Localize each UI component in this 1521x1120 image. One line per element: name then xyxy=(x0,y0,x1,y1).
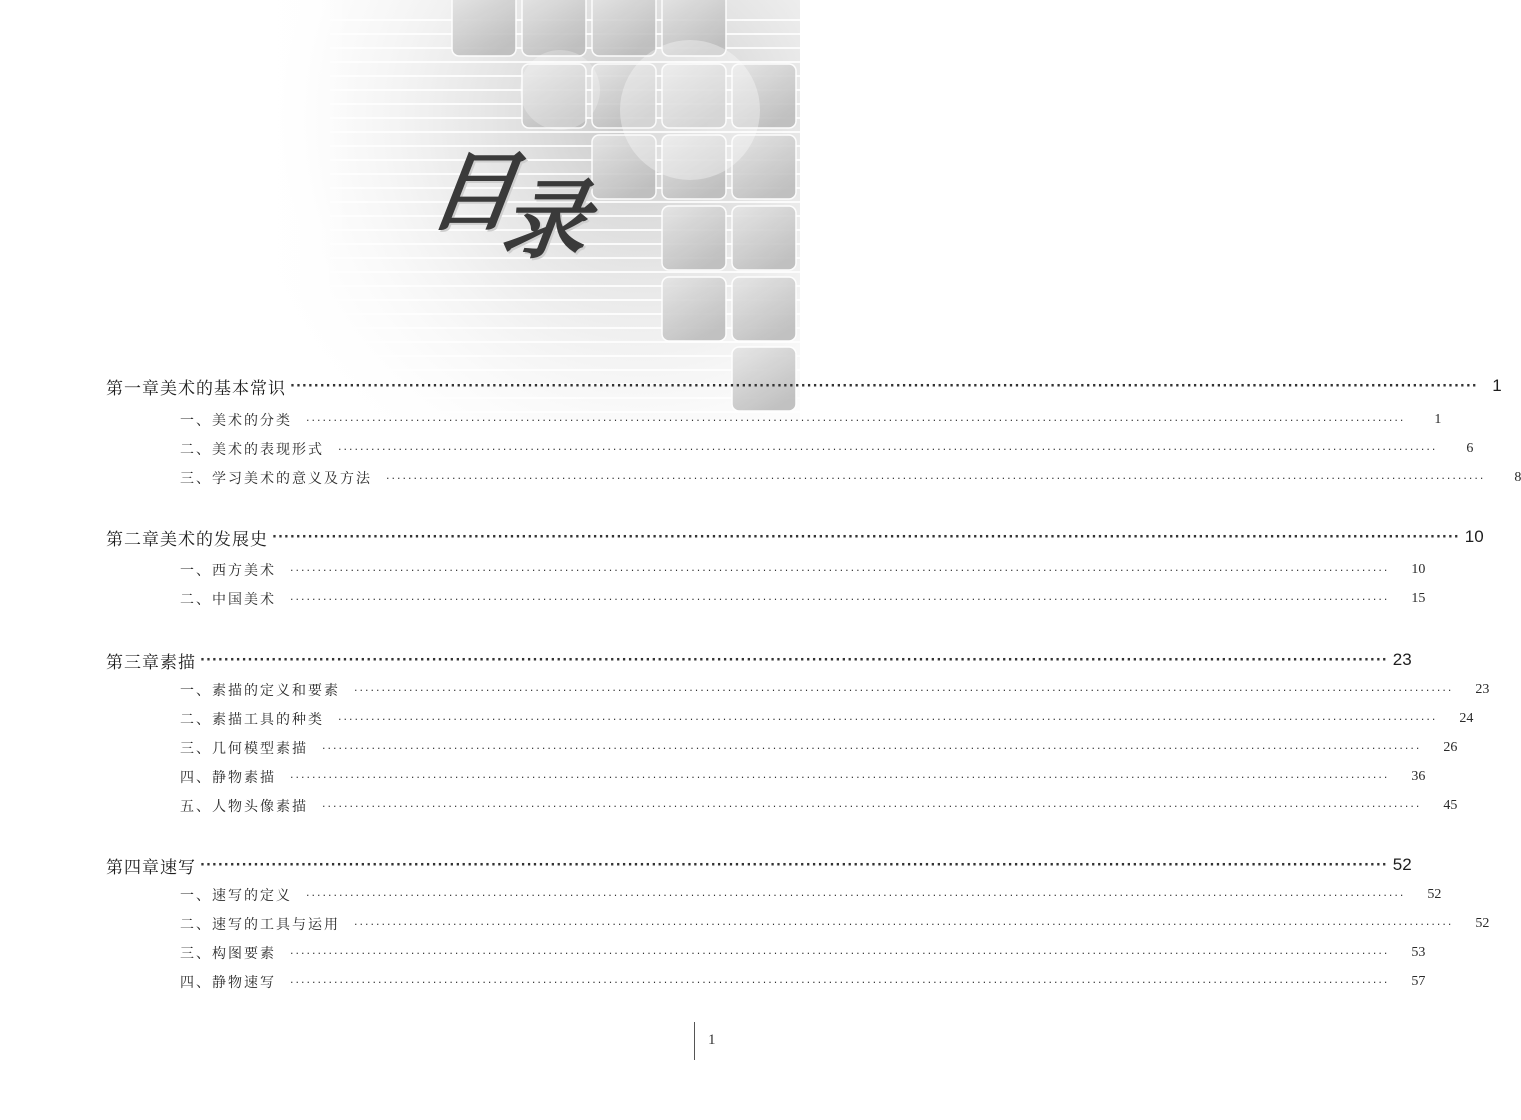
decor-tile xyxy=(662,277,726,341)
chapter-number: 第三章 xyxy=(106,652,160,673)
section-title: 一、速写的定义 xyxy=(180,888,292,904)
dot-leader: ········································································································································································································ xyxy=(200,652,1388,668)
toc-section-row[interactable] xyxy=(180,793,1458,819)
section-title: 三、构图要素 xyxy=(180,946,276,962)
section-title: 二、速写的工具与运用 xyxy=(180,917,340,933)
decor-tile xyxy=(662,206,726,270)
toc-chapter-row[interactable] xyxy=(106,524,1484,550)
section-page: 15 xyxy=(1411,591,1426,606)
title-char-2: 录 xyxy=(495,171,592,271)
toc-chapter-row[interactable] xyxy=(106,647,1412,673)
section-page: 45 xyxy=(1443,798,1458,813)
toc-section-row[interactable] xyxy=(180,407,1442,433)
dot-leader: ········································································································································································································ xyxy=(354,683,1454,697)
footer-divider xyxy=(694,1022,695,1060)
section-page: 52 xyxy=(1475,916,1490,931)
chapter-page: 52 xyxy=(1392,855,1412,874)
toc-section-row[interactable] xyxy=(180,764,1426,790)
dot-leader: ········································································································································································································ xyxy=(272,529,1460,545)
chapter-title: 美术的基本常识 xyxy=(160,378,286,399)
toc-section-row[interactable] xyxy=(180,735,1458,761)
chapter-title: 素描 xyxy=(160,652,196,673)
section-page: 8 xyxy=(1514,470,1521,485)
dot-leader: ········································································································································································································ xyxy=(354,917,1454,931)
section-page: 6 xyxy=(1466,441,1474,456)
toc-chapter-row[interactable] xyxy=(106,852,1412,878)
chapter-title: 美术的发展史 xyxy=(160,529,268,550)
decor-tile xyxy=(592,0,656,56)
section-page: 1 xyxy=(1434,412,1442,427)
section-title: 一、西方美术 xyxy=(180,563,276,579)
chapter-page: 10 xyxy=(1464,527,1484,546)
section-page: 53 xyxy=(1411,945,1426,960)
dot-leader: ········································································································································································································ xyxy=(290,770,1390,784)
section-title: 二、美术的表现形式 xyxy=(180,442,324,458)
section-page: 52 xyxy=(1427,887,1442,902)
section-page: 36 xyxy=(1411,769,1426,784)
page-number: 1 xyxy=(708,1032,716,1048)
title-char-1: 目 xyxy=(422,143,520,243)
chapter-page: 1 xyxy=(1492,376,1502,395)
dot-leader: ········································································································································································································ xyxy=(290,592,1390,606)
section-title: 一、美术的分类 xyxy=(180,413,292,429)
section-title: 二、中国美术 xyxy=(180,592,276,608)
dot-leader: ········································································································································································································ xyxy=(290,975,1390,989)
toc-section-row[interactable] xyxy=(180,940,1426,966)
dot-leader: ········································································································································································································ xyxy=(322,741,1422,755)
section-title: 五、人物头像素描 xyxy=(180,799,308,815)
decor-tile xyxy=(732,206,796,270)
section-page: 23 xyxy=(1475,682,1490,697)
toc-section-row[interactable] xyxy=(180,557,1426,583)
toc-section-row[interactable] xyxy=(180,969,1426,995)
section-page: 57 xyxy=(1411,974,1426,989)
dot-leader: ········································································································································································································ xyxy=(306,413,1406,427)
toc-section-row[interactable] xyxy=(180,586,1426,612)
section-title: 三、学习美术的意义及方法 xyxy=(180,471,372,487)
chapter-number: 第二章 xyxy=(106,529,160,550)
chapter-page: 23 xyxy=(1392,650,1412,669)
section-page: 26 xyxy=(1443,740,1458,755)
toc-section-row[interactable] xyxy=(180,882,1442,908)
toc-section-row[interactable] xyxy=(180,465,1521,491)
chapter-title: 速写 xyxy=(160,857,196,878)
decor-tile xyxy=(732,277,796,341)
section-title: 三、几何模型素描 xyxy=(180,741,308,757)
section-page: 10 xyxy=(1411,562,1426,577)
dot-leader: ········································································································································································································ xyxy=(338,442,1438,456)
section-title: 四、静物素描 xyxy=(180,770,276,786)
header-decoration xyxy=(0,0,800,420)
section-title: 二、素描工具的种类 xyxy=(180,712,324,728)
toc-chapter-row[interactable] xyxy=(106,373,1502,399)
toc-section-row[interactable] xyxy=(180,911,1490,937)
dot-leader: ········································································································································································································ xyxy=(338,712,1438,726)
section-page: 24 xyxy=(1459,711,1474,726)
page-title xyxy=(422,143,594,271)
toc-section-row[interactable] xyxy=(180,706,1474,732)
toc-section-row[interactable] xyxy=(180,436,1474,462)
toc-section-row[interactable] xyxy=(180,677,1490,703)
dot-leader: ········································································································································································································ xyxy=(386,471,1486,485)
section-title: 四、静物速写 xyxy=(180,975,276,991)
dot-leader: ········································································································································································································ xyxy=(290,563,1390,577)
dot-leader: ········································································································································································································ xyxy=(306,888,1406,902)
dot-leader: ········································································································································································································ xyxy=(322,799,1422,813)
dot-leader: ········································································································································································································ xyxy=(290,946,1390,960)
dot-leader: ········································································································································································································ xyxy=(290,378,1478,394)
section-title: 一、素描的定义和要素 xyxy=(180,683,340,699)
chapter-number: 第一章 xyxy=(106,378,160,399)
dot-leader: ········································································································································································································ xyxy=(200,857,1388,873)
chapter-number: 第四章 xyxy=(106,857,160,878)
